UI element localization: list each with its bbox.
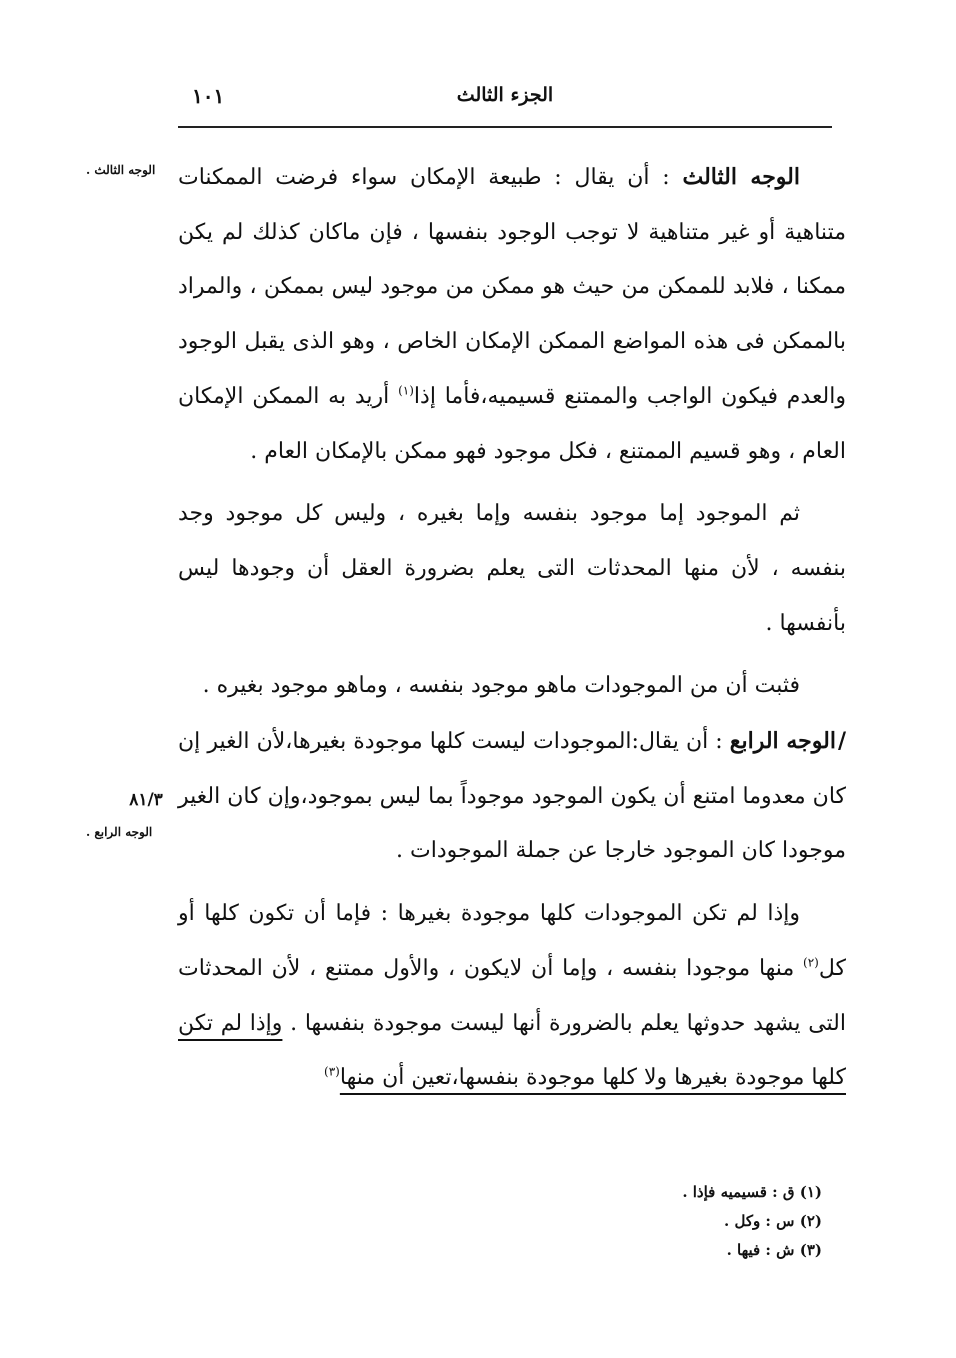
- main-text: [178, 150, 846, 1106]
- footnote-1: (١) ق : قسيميه فإذا .: [682, 1183, 822, 1201]
- paragraph-text: : أن يقال : طبيعة الإمكان سواء فرضت الممكنات متناهية أو غير متناهية لا توجب الوجود بنفسها ، فإن ماكان كذلك لم يكن ممكنا ، فلابد للممكن من حيث هو ممكن من موجود ليس بممكن ، والمراد بالممكن فى هذه المواضع الممكن الإمكان الخاص ، وهو الذى يقبل الوجود والعدم فيكون الواجب والممتنع قسيميه،فأما إذا: [178, 165, 847, 409]
- running-header: [178, 82, 832, 118]
- footnote-marker: (١): [398, 383, 414, 398]
- paragraph-division: [178, 887, 846, 1106]
- paragraph-text: منها موجودا بنفسه ، وإما أن لايكون ، والأول ممتنع ، لأن المحدثات التى يشهد حدوثها يعلم بالضرورة أنها ليست موجودة بنفسها .: [178, 955, 846, 1036]
- footnote-marker: (٣): [324, 1064, 340, 1079]
- section-lead-fourth: الوجه الرابع: [729, 728, 836, 755]
- paragraph-existence: ثم الموجود إما موجود بنفسه وإما بغيره ، وليس كل موجود وجد بنفسه ، لأن منها المحدثات التى يعلم بضرورة العقل أن وجودها ليس بأنفسها .: [178, 501, 846, 636]
- folio-reference: ٨١/٣: [129, 790, 163, 810]
- footnote-3: (٣) ش : فيها .: [726, 1241, 822, 1259]
- header-rule: [178, 126, 832, 128]
- margin-note-fourth: الوجه الرابع .: [86, 825, 153, 839]
- footnotes: [178, 1178, 842, 1265]
- footnote-2: (٢) س : وكل .: [724, 1212, 822, 1230]
- margin-note-third: الوجه الثالث .: [86, 163, 156, 177]
- paragraph-text: وإذا لم تكن الموجودات كلها موجودة بغيرها : فإما أن تكون كلها أو كل: [178, 901, 846, 981]
- paragraph-fourth-aspect: [178, 714, 846, 879]
- footnote-marker: (٢): [803, 955, 819, 970]
- paragraph-conclusion: فثبت أن من الموجودات ماهو موجود بنفسه ، وماهو موجود بغيره .: [202, 673, 800, 699]
- page-number: ١٠١: [192, 84, 225, 108]
- paragraph-text: أريد به الممكن الإمكان العام ، وهو قسيم الممتنع ، فكل موجود فهو ممكن بالإمكان العام .: [178, 383, 846, 464]
- section-lead-third: الوجه الثالث: [682, 164, 800, 190]
- underlined-text: وإذا لم تكن كلها موجودة بغيرها ولا كلها موجودة بنفسها،تعين أن منها: [178, 1010, 846, 1091]
- header-title: الجزء الثالث: [456, 84, 554, 106]
- paragraph-third-aspect: [178, 150, 846, 479]
- paragraph-text: : أن يقال:الموجودات ليست كلها موجودة بغيرها،لأن الغير إن كان معدوما امتنع أن يكون الموجود موجوداً بما ليس بموجود،وإن كان الغير موجودا كان الموجود خارجا عن جملة الموجودات .: [178, 729, 846, 864]
- folio-slash: /: [837, 728, 846, 755]
